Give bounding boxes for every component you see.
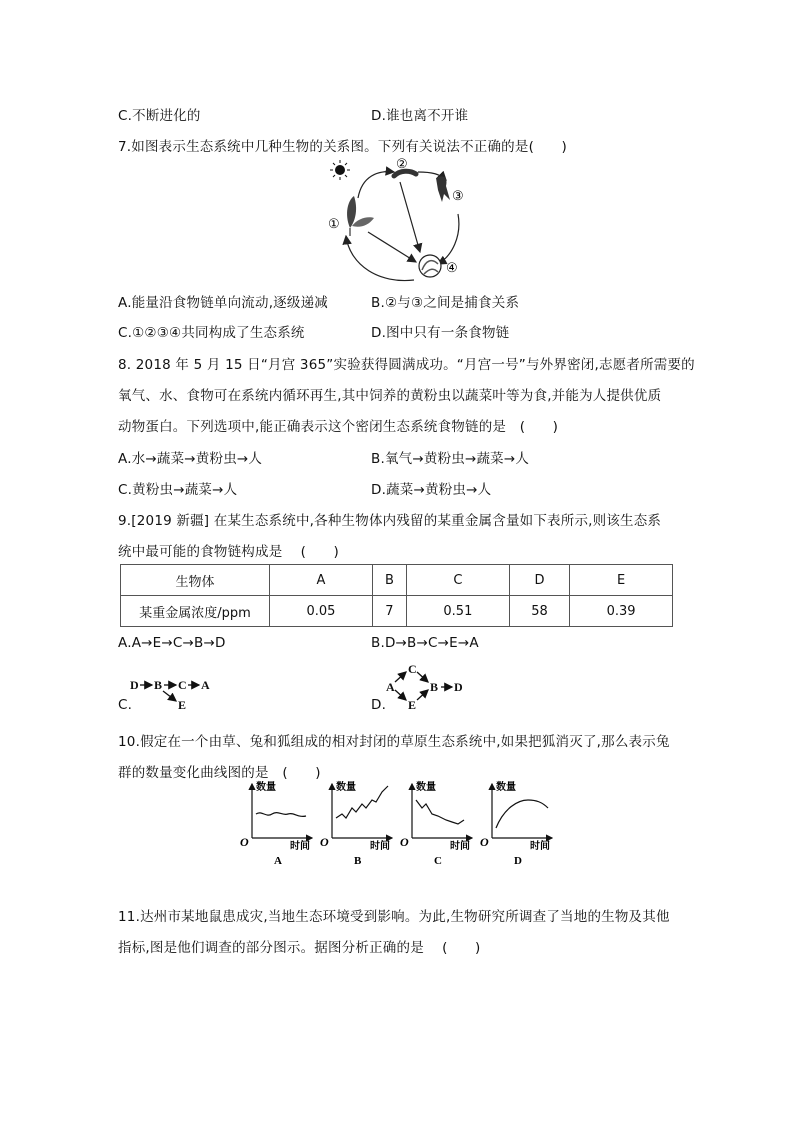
graph-a <box>240 780 312 867</box>
q9-option-a: A.A→E→C→B→D <box>118 635 226 651</box>
origin-label: O <box>240 835 249 849</box>
bird-icon <box>436 176 450 202</box>
table-header-cell: D <box>509 565 569 596</box>
x-axis-label: 时间 <box>290 841 310 852</box>
node-c: C <box>408 662 417 676</box>
q8-stem-line-3: 动物蛋白。下列选项中,能正确表示这个密闭生态系统食物链的是 ( ) <box>118 419 559 435</box>
origin-label: O <box>320 835 329 849</box>
graph-label-a: A <box>274 855 282 867</box>
q9-option-b: B.D→B→C→E→A <box>371 635 479 651</box>
q9-stem-line-2: 统中最可能的食物链构成是 ( ) <box>118 544 339 560</box>
graph-d <box>480 780 552 867</box>
graph-label-d: D <box>514 855 522 867</box>
table-header-row <box>121 565 673 596</box>
q7-option-d: D.图中只有一条食物链 <box>371 325 510 341</box>
origin-label: O <box>400 835 409 849</box>
q9-option-d-letter: D. <box>371 697 387 713</box>
x-axis-label: 时间 <box>530 841 550 852</box>
q8-stem-line-2: 氧气、水、食物可在系统内循环再生,其中饲养的黄粉虫以蔬菜叶等为食,并能为人提供优质 <box>118 388 662 404</box>
node-b: B <box>430 680 439 694</box>
y-axis-label: 数量 <box>496 782 516 793</box>
graph-label-b: B <box>354 855 362 867</box>
q8-option-a: A.水→蔬菜→黄粉虫→人 <box>118 451 263 467</box>
label-1: ① <box>328 216 340 231</box>
node-d: D <box>454 680 463 694</box>
q11-stem-line-2: 指标,图是他们调查的部分图示。据图分析正确的是 ( ) <box>118 940 481 956</box>
q6-option-c: C.不断进化的 <box>118 108 201 124</box>
q10-stem-line-2: 群的数量变化曲线图的是 ( ) <box>118 765 321 781</box>
q8-stem-line-1: 8. 2018 年 5 月 15 日“月宫 365”实验获得圆满成功。“月宫一号”与外界密闭,志愿者所需要的 <box>118 357 695 373</box>
label-3: ③ <box>452 188 464 203</box>
table-header-cell: C <box>406 565 509 596</box>
heavy-metal-table <box>120 564 673 627</box>
graph-b <box>320 780 392 867</box>
table-cell: 0.05 <box>270 596 373 627</box>
q8-option-b: B.氧气→黄粉虫→蔬菜→人 <box>371 451 530 467</box>
node-b: B <box>154 678 163 692</box>
q7-stem: 7.如图表示生态系统中几种生物的关系图。下列有关说法不正确的是( ) <box>118 139 567 155</box>
node-d: D <box>130 678 139 692</box>
graph-c <box>400 780 472 867</box>
decomposer-icon <box>419 255 441 277</box>
y-axis-label: 数量 <box>416 782 436 793</box>
q10-stem-line-1: 10.假定在一个由草、兔和狐组成的相对封闭的草原生态系统中,如果把狐消灭了,那么表示兔 <box>118 734 670 750</box>
q9-stem-line-1: 9.[2019 新疆] 在某生态系统中,各种生物体内残留的某重金属含量如下表所示,则该生态系 <box>118 513 662 529</box>
y-axis-label: 数量 <box>336 782 356 793</box>
q9-option-c-diagram <box>128 672 218 712</box>
table-row <box>121 596 673 627</box>
q11-stem-line-1: 11.达州市某地鼠患成灾,当地生态环境受到影响。为此,生物研究所调查了当地的生物及其他 <box>118 909 670 925</box>
y-axis-label: 数量 <box>256 782 276 793</box>
node-c: C <box>178 678 187 692</box>
node-a: A <box>201 678 210 692</box>
caterpillar-icon <box>394 171 416 176</box>
label-4: ④ <box>446 260 458 275</box>
origin-label: O <box>480 835 489 849</box>
q10-population-graphs <box>236 778 556 870</box>
table-cell: 0.39 <box>570 596 673 627</box>
x-axis-label: 时间 <box>450 841 470 852</box>
q7-option-a: A.能量沿食物链单向流动,逐级递减 <box>118 295 328 311</box>
plant-icon <box>347 196 374 236</box>
label-2: ② <box>396 156 408 171</box>
table-header-cell: 生物体 <box>121 565 270 596</box>
q6-option-d: D.谁也离不开谁 <box>371 108 469 124</box>
node-a: A <box>386 680 395 694</box>
table-cell: 58 <box>509 596 569 627</box>
table-cell: 7 <box>372 596 406 627</box>
table-header-cell: A <box>270 565 373 596</box>
graph-label-c: C <box>434 855 442 867</box>
q8-option-c: C.黄粉虫→蔬菜→人 <box>118 482 238 498</box>
x-axis-label: 时间 <box>370 841 390 852</box>
q7-option-c: C.①②③④共同构成了生态系统 <box>118 325 305 341</box>
node-e: E <box>408 698 417 712</box>
q7-ecosystem-diagram <box>320 156 480 286</box>
table-header-cell: E <box>570 565 673 596</box>
table-row-label: 某重金属浓度/ppm <box>121 596 270 627</box>
q9-option-d-diagram <box>384 660 474 712</box>
table-header-cell: B <box>372 565 406 596</box>
q8-option-d: D.蔬菜→黄粉虫→人 <box>371 482 492 498</box>
q9-option-c-letter: C. <box>118 697 133 713</box>
q7-option-b: B.②与③之间是捕食关系 <box>371 295 520 311</box>
node-e: E <box>178 698 187 712</box>
sun-icon <box>330 160 350 180</box>
table-cell: 0.51 <box>406 596 509 627</box>
